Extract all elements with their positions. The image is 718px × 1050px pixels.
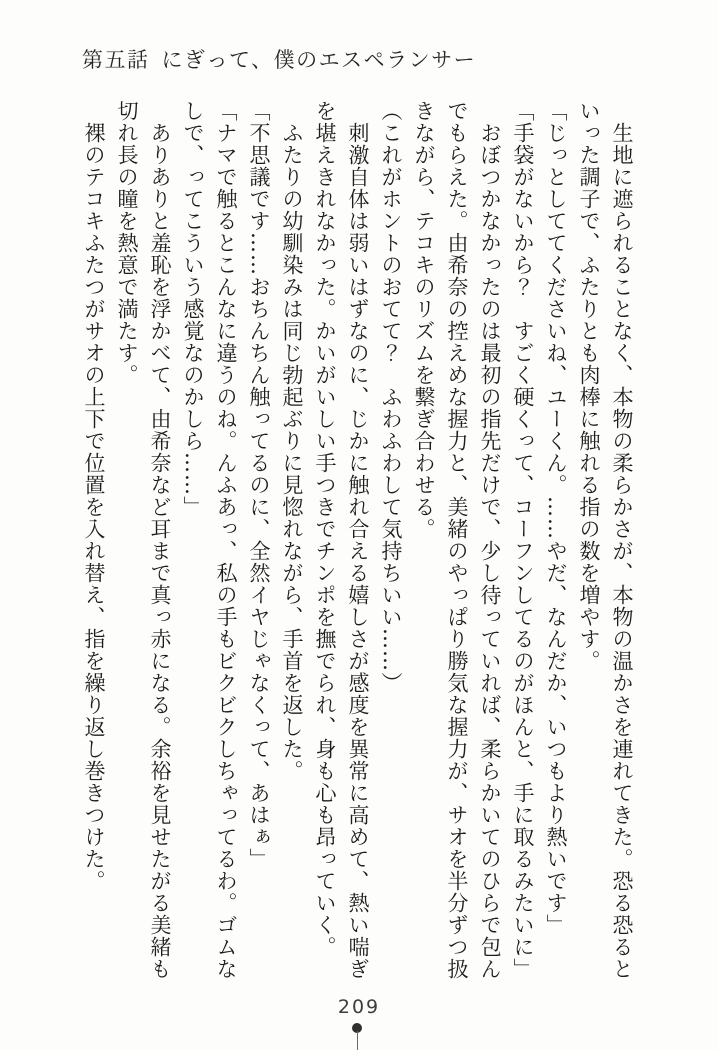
chapter-title: にぎって、僕のエスペランサー <box>161 48 477 72</box>
text-line: でもらえた。由希奈の控えめな握力と、美緒のやっぱり勝気な握力が、サオを半分ずつ扱 <box>445 100 469 980</box>
text-line: 「不思議です……おちんちん触ってるのに、全然イヤじゃなくって、あはぁ」 <box>247 100 271 870</box>
text-line: いった調子で、ふたりとも肉棒に触れる指の数を増やす。 <box>577 100 601 672</box>
text-line: しで、ってこういう感覚なのかしら……」 <box>181 100 205 518</box>
body-text <box>77 100 638 988</box>
text-line: ありありと羞恥を浮かべて、由希奈など耳まで真っ赤になる。余裕を見せたがる美緒も <box>148 100 172 980</box>
chapter-number: 第五話 <box>82 48 150 72</box>
text-line: きながら、テコキのリズムを繋ぎ合わせる。 <box>412 100 436 540</box>
text-line: （これがホントのおてて？ ふわふわして気持ちいい……） <box>379 100 403 694</box>
text-line: 刺激自体は弱いはずなのに、じかに触れ合える嬉しさが感度を異常に高めて、熱い喘ぎ <box>346 100 370 980</box>
text-line: ふたりの幼馴染みは同じ勃起ぶりに見惚れながら、手首を返した。 <box>280 100 304 782</box>
text-line: 生地に遮られることなく、本物の柔らかさが、本物の温かさを連れてきた。恐る恐ると <box>610 100 634 980</box>
text-line: おぼつかなかったのは最初の指先だけで、少し待っていれば、柔らかいてのひらで包ん <box>478 100 502 980</box>
text-line: を堪えきれなかった。かいがいしい手つきでチンポを撫でられ、身も心も昂っていく。 <box>313 100 337 958</box>
text-line: 「じっとしててくださいね、ユーくん。……やだ、なんだか、いつもより熱いです」 <box>544 100 568 936</box>
text-line: 「ナマで触るとこんなに違うのね。んふあっ、私の手もビクビクしちゃってるわ。ゴムな <box>214 100 238 980</box>
text-line: 裸のテコキふたつがサオの上下で位置を入れ替え、指を繰り返し巻きつけた。 <box>82 100 106 892</box>
text-line: 切れ長の瞳を熱意で満たす。 <box>115 100 139 386</box>
running-head <box>82 44 476 74</box>
center-mark-line <box>357 1031 359 1050</box>
page-number: 209 <box>337 996 381 1018</box>
text-line: 「手袋がないから？ すごく硬くって、コーフンしてるのがほんと、手に取るみたいに」 <box>511 100 535 980</box>
